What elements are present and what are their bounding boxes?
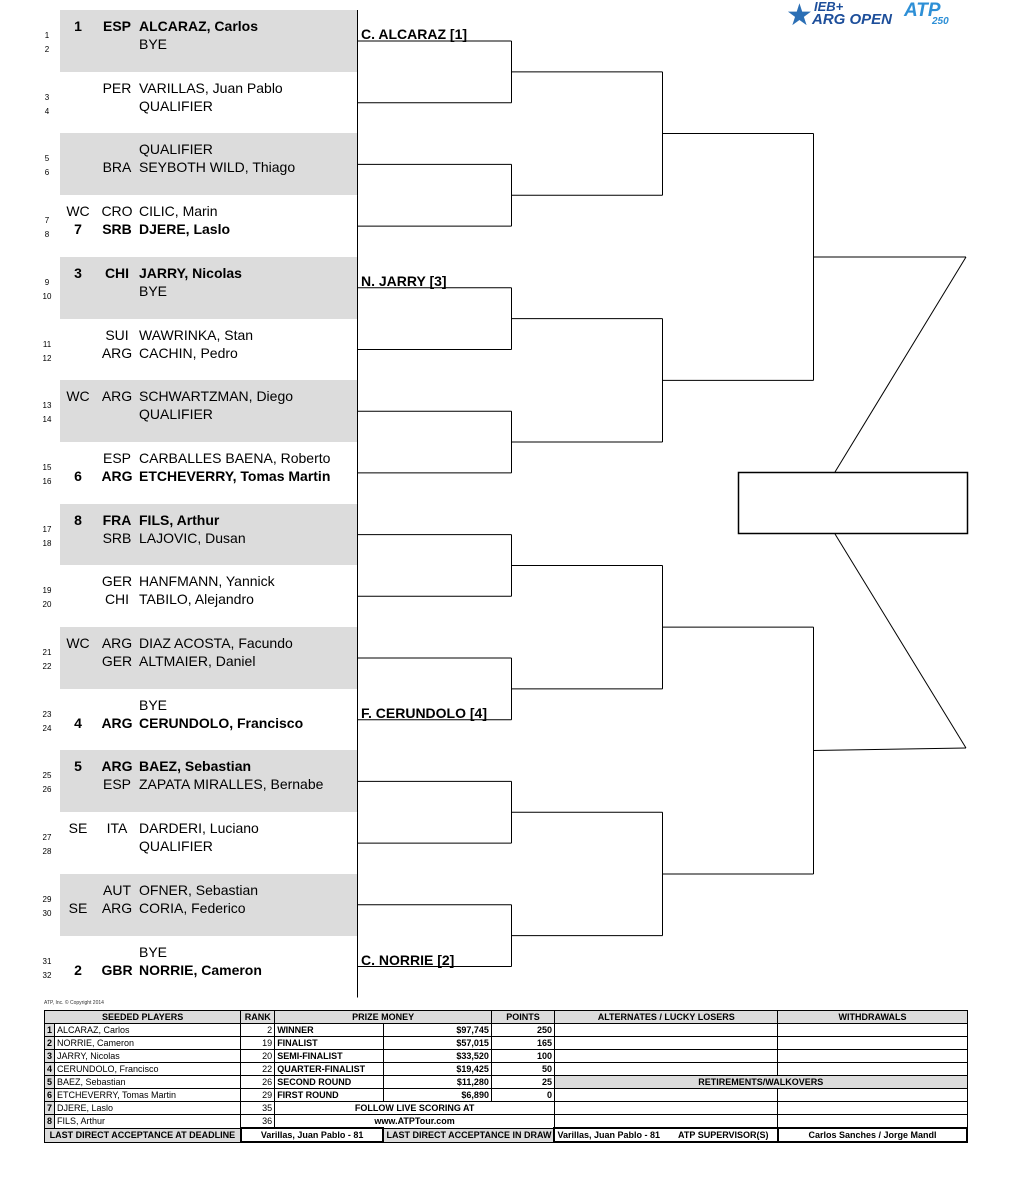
seed-label: SE [68, 820, 88, 837]
seed-label: 1 [74, 18, 82, 34]
seed-number: 2 [45, 1037, 55, 1050]
line-number: 27 [42, 833, 52, 843]
player-name: DIAZ ACOSTA, Facundo [139, 635, 293, 651]
line-number: 19 [42, 586, 52, 596]
player-name: CACHIN, Pedro [139, 344, 238, 361]
logo-sponsor: IEB+ [814, 0, 844, 14]
line-number: 10 [42, 291, 52, 301]
player-name: QUALIFIER [139, 838, 213, 855]
draw-line [60, 696, 357, 714]
prize-points: 25 [491, 1076, 554, 1089]
prize-points: 165 [491, 1037, 554, 1050]
seed-row [45, 1024, 968, 1037]
seed-label: 2 [74, 961, 82, 978]
final-diag [814, 748, 967, 751]
supervisor-label: ATP SUPERVISOR(S) [678, 1130, 769, 1140]
player-name: QUALIFIER [139, 141, 213, 158]
prize-header: PRIZE MONEY [275, 1011, 492, 1024]
player-name: CILIC, Marin [139, 203, 218, 220]
seed-rank: 20 [241, 1050, 275, 1063]
seed-rank: 29 [241, 1089, 275, 1102]
seed-number: 4 [45, 1063, 55, 1076]
country-code: ARG [101, 467, 133, 484]
match-pair [60, 195, 357, 257]
seed-rank: 22 [241, 1063, 275, 1076]
player-name: LAJOVIC, Dusan [139, 529, 246, 546]
draw-line [60, 202, 357, 220]
alternate-cell [554, 1050, 777, 1063]
draw-line [60, 837, 357, 855]
draw-line [60, 943, 357, 961]
draw-line [60, 714, 357, 732]
alternate-cell [554, 1102, 777, 1115]
player-name: OFNER, Sebastian [139, 881, 259, 898]
seed-number: 5 [45, 1076, 55, 1089]
match-pair [60, 565, 357, 627]
line-number: 12 [42, 353, 52, 363]
country-code: SRB [102, 529, 132, 546]
line-number: 5 [44, 154, 50, 164]
line-number: 28 [42, 847, 52, 857]
prize-points: 0 [491, 1089, 554, 1102]
draw-line [60, 158, 357, 176]
seed-row [45, 1037, 968, 1050]
logo-event-name: ARG OPEN [812, 11, 893, 28]
prize-points: 100 [491, 1050, 554, 1063]
prize-round: FIRST ROUND [275, 1089, 384, 1102]
seed-row [45, 1076, 968, 1089]
prize-points: 250 [491, 1024, 554, 1037]
line-number: 1 [44, 31, 50, 40]
line-number: 16 [42, 476, 52, 486]
atp-url: www.ATPTour.com [275, 1115, 555, 1129]
line-number: 22 [42, 662, 52, 671]
match-pair [60, 750, 357, 812]
seed-rank: 2 [241, 1024, 275, 1037]
withdrawal-cell [778, 1089, 967, 1102]
line-number: 18 [42, 538, 52, 548]
draw-line [60, 17, 357, 35]
match-pair [60, 133, 357, 195]
player-name: VARILLAS, Juan Pablo [139, 79, 283, 96]
country-code: ESP [102, 449, 131, 466]
country-code: CHI [104, 591, 130, 608]
line-number: 17 [42, 524, 52, 534]
seed-label: 7 [74, 221, 82, 238]
player-name: QUALIFIER [139, 97, 213, 114]
match-pair [60, 319, 357, 381]
rank-header: RANK [241, 1011, 275, 1024]
player-name: ALCARAZ, Carlos [139, 18, 259, 34]
prize-round: SEMI-FINALIST [275, 1050, 384, 1063]
seed-number: 8 [45, 1115, 55, 1129]
country-code: PER [102, 79, 132, 96]
draw-line [60, 220, 357, 238]
draw-line [60, 819, 357, 837]
line-number: 29 [42, 894, 52, 904]
draw-line [60, 35, 357, 53]
seed-row [45, 1102, 968, 1115]
prize-round: WINNER [275, 1024, 384, 1037]
seeded-header: SEEDED PLAYERS [45, 1011, 241, 1024]
draw-line [60, 326, 357, 344]
country-code: ARG [101, 635, 133, 651]
atp-level: 250 [932, 16, 949, 27]
player-name: BYE [139, 943, 168, 960]
round2-entry: N. JARRY [3] [361, 272, 447, 289]
line-number: 30 [42, 908, 52, 918]
line-number: 14 [42, 415, 52, 425]
line-number: 8 [44, 230, 50, 240]
player-name: CORIA, Federico [139, 899, 246, 916]
player-name: NORRIE, Cameron [139, 961, 262, 978]
lda-draw-value-text: Varillas, Juan Pablo - 81 [557, 1130, 661, 1140]
alternate-cell [554, 1037, 777, 1050]
seed-label: 3 [74, 264, 82, 281]
country-code: ARG [101, 344, 133, 361]
player-name: FILS, Arthur [139, 511, 220, 528]
seed-name: DJERE, Laslo [55, 1102, 241, 1115]
draw-footer [44, 1010, 968, 1149]
player-name: ZAPATA MIRALLES, Bernabe [139, 776, 324, 793]
line-number: 15 [42, 462, 52, 472]
draw-line [60, 467, 357, 485]
seed-name: BAEZ, Sebastian [55, 1076, 241, 1089]
match-pair [60, 936, 357, 998]
prize-money: $6,890 [383, 1089, 491, 1102]
alternates-header: ALTERNATES / LUCKY LOSERS [554, 1011, 777, 1024]
line-number: 4 [44, 106, 50, 116]
line-number: 32 [42, 970, 52, 980]
seed-name: JARRY, Nicolas [55, 1050, 241, 1063]
player-name: CARBALLES BAENA, Roberto [139, 449, 331, 466]
copyright: ATP, Inc. © Copyright 2014 [44, 1000, 104, 1006]
seed-name: ALCARAZ, Carlos [55, 1024, 241, 1037]
footer-table [44, 1010, 968, 1143]
draw-line [60, 79, 357, 97]
line-number: 25 [42, 771, 52, 781]
line-number: 13 [42, 401, 52, 411]
draw-line [60, 344, 357, 362]
country-code: CRO [101, 203, 133, 220]
lda-draw-value [554, 1128, 777, 1142]
seed-label: 4 [74, 714, 82, 731]
line-number: 7 [44, 216, 50, 226]
draw-line [60, 511, 357, 529]
seed-row [45, 1115, 968, 1129]
seed-name: CERUNDOLO, Francisco [55, 1063, 241, 1076]
lda-deadline-label: LAST DIRECT ACCEPTANCE AT DEADLINE [45, 1128, 241, 1142]
line-number: 23 [42, 709, 52, 719]
draw-line [60, 449, 357, 467]
supervisor-value: Carlos Sanches / Jorge Mandl [778, 1128, 967, 1142]
withdrawal-cell [778, 1115, 967, 1129]
line-number: 24 [42, 723, 52, 733]
draw-line [60, 961, 357, 979]
draw-line [60, 405, 357, 423]
prize-round: SECOND ROUND [275, 1076, 384, 1089]
prize-points: 50 [491, 1063, 554, 1076]
seed-label: 6 [74, 467, 82, 484]
round2-entry: C. NORRIE [2] [361, 951, 455, 968]
country-code: GER [101, 653, 133, 669]
round2-entry: F. CERUNDOLO [4] [361, 704, 487, 721]
match-pair [60, 10, 357, 72]
country-code: CHI [104, 264, 130, 281]
player-name: QUALIFIER [139, 406, 213, 423]
atp-logo: ATP [904, 0, 941, 21]
withdrawal-cell [778, 1063, 967, 1076]
final-line [835, 534, 966, 748]
seed-name: ETCHEVERRY, Tomas Martin [55, 1089, 241, 1102]
seed-rank: 35 [241, 1102, 275, 1115]
seed-label: WC [66, 388, 90, 405]
prize-money: $11,280 [383, 1076, 491, 1089]
player-name: ALTMAIER, Daniel [139, 653, 256, 669]
country-code: GER [101, 573, 133, 590]
player-name: CERUNDOLO, Francisco [139, 714, 304, 731]
match-pair [60, 874, 357, 936]
line-number: 26 [42, 785, 52, 795]
round2-entry: C. ALCARAZ [1] [361, 26, 468, 42]
draw-line [60, 572, 357, 590]
lda-deadline-value: Varillas, Juan Pablo - 81 [241, 1128, 384, 1142]
player-name: BYE [139, 282, 168, 299]
line-number: 21 [42, 648, 52, 657]
points-header: POINTS [491, 1011, 554, 1024]
seed-label: 5 [74, 758, 82, 775]
country-code: ESP [102, 18, 131, 34]
alternate-cell [554, 1024, 777, 1037]
prize-round: QUARTER-FINALIST [275, 1063, 384, 1076]
retirements-header: RETIREMENTS/WALKOVERS [554, 1076, 967, 1089]
seed-label: WC [66, 635, 90, 651]
line-number: 3 [44, 92, 50, 102]
seed-rank: 26 [241, 1076, 275, 1089]
player-name: BAEZ, Sebastian [139, 758, 252, 775]
match-pair [60, 812, 357, 874]
draw-line [60, 775, 357, 793]
seed-label: 8 [74, 511, 82, 528]
player-name: DJERE, Laslo [139, 221, 231, 238]
match-pair [60, 442, 357, 504]
seed-number: 1 [45, 1024, 55, 1037]
country-code: BRA [102, 159, 132, 176]
player-name: BYE [139, 36, 168, 52]
country-code: GBR [101, 961, 133, 978]
country-code: FRA [102, 511, 132, 528]
alternate-cell [554, 1089, 777, 1102]
player-name: BYE [139, 696, 168, 713]
player-name: JARRY, Nicolas [139, 264, 242, 281]
withdrawal-cell [778, 1024, 967, 1037]
seed-number: 6 [45, 1089, 55, 1102]
prize-round: FINALIST [275, 1037, 384, 1050]
match-pair [60, 72, 357, 134]
country-code: ARG [101, 899, 133, 916]
player-name: SCHWARTZMAN, Diego [139, 388, 294, 405]
line-number: 20 [42, 600, 52, 610]
lda-draw-label: LAST DIRECT ACCEPTANCE IN DRAW [383, 1128, 554, 1142]
country-code: ESP [102, 776, 131, 793]
player-name: HANFMANN, Yannick [139, 573, 275, 590]
seed-name: FILS, Arthur [55, 1115, 241, 1129]
player-name: ETCHEVERRY, Tomas Martin [139, 467, 331, 484]
country-code: ITA [106, 820, 128, 837]
match-pair [60, 380, 357, 442]
line-number: 6 [44, 168, 50, 178]
draw-line [60, 757, 357, 775]
line-number: 2 [44, 45, 50, 54]
draw-line [60, 264, 357, 282]
seed-label: WC [66, 203, 90, 220]
alternate-cell [554, 1115, 777, 1129]
draw-line [60, 529, 357, 547]
draw-line [60, 97, 357, 115]
line-number: 31 [42, 956, 52, 966]
country-code: AUT [103, 881, 131, 898]
draw-line [60, 634, 357, 652]
seed-rank: 19 [241, 1037, 275, 1050]
player-name: DARDERI, Luciano [139, 820, 259, 837]
draw-line [60, 387, 357, 405]
player-name: TABILO, Alejandro [139, 591, 254, 608]
withdrawal-cell [778, 1050, 967, 1063]
draw-line [60, 140, 357, 158]
line-number: 9 [44, 277, 50, 287]
player-name: SEYBOTH WILD, Thiago [139, 159, 296, 176]
seed-row [45, 1063, 968, 1076]
draw-line [60, 282, 357, 300]
country-code: ARG [101, 714, 133, 731]
seed-row [45, 1050, 968, 1063]
player-name: WAWRINKA, Stan [139, 326, 254, 343]
withdrawal-cell [778, 1102, 967, 1115]
star-logo-icon: ★ [786, 0, 813, 32]
prize-money: $57,015 [383, 1037, 491, 1050]
prize-money: $19,425 [383, 1063, 491, 1076]
withdrawals-header: WITHDRAWALS [778, 1011, 967, 1024]
seed-rank: 36 [241, 1115, 275, 1129]
final-line [835, 257, 966, 472]
prize-money: $33,520 [383, 1050, 491, 1063]
prize-money: $97,745 [383, 1024, 491, 1037]
country-code: SRB [102, 221, 132, 238]
champion-box [739, 473, 968, 534]
line-number: 11 [42, 339, 52, 349]
draw-line [60, 590, 357, 608]
draw-line [60, 652, 357, 670]
seed-name: NORRIE, Cameron [55, 1037, 241, 1050]
seed-number: 3 [45, 1050, 55, 1063]
match-pair [60, 689, 357, 751]
seed-number: 7 [45, 1102, 55, 1115]
match-pair [60, 627, 357, 689]
withdrawal-cell [778, 1037, 967, 1050]
seed-label: SE [68, 899, 88, 916]
alternate-cell [554, 1063, 777, 1076]
country-code: SUI [105, 326, 129, 343]
country-code: ARG [101, 758, 133, 775]
follow-label: FOLLOW LIVE SCORING AT [275, 1102, 555, 1115]
draw-line [60, 881, 357, 899]
match-pair [60, 504, 357, 566]
match-pair [60, 257, 357, 319]
draw-line [60, 899, 357, 917]
country-code: ARG [101, 388, 133, 405]
seed-row [45, 1089, 968, 1102]
